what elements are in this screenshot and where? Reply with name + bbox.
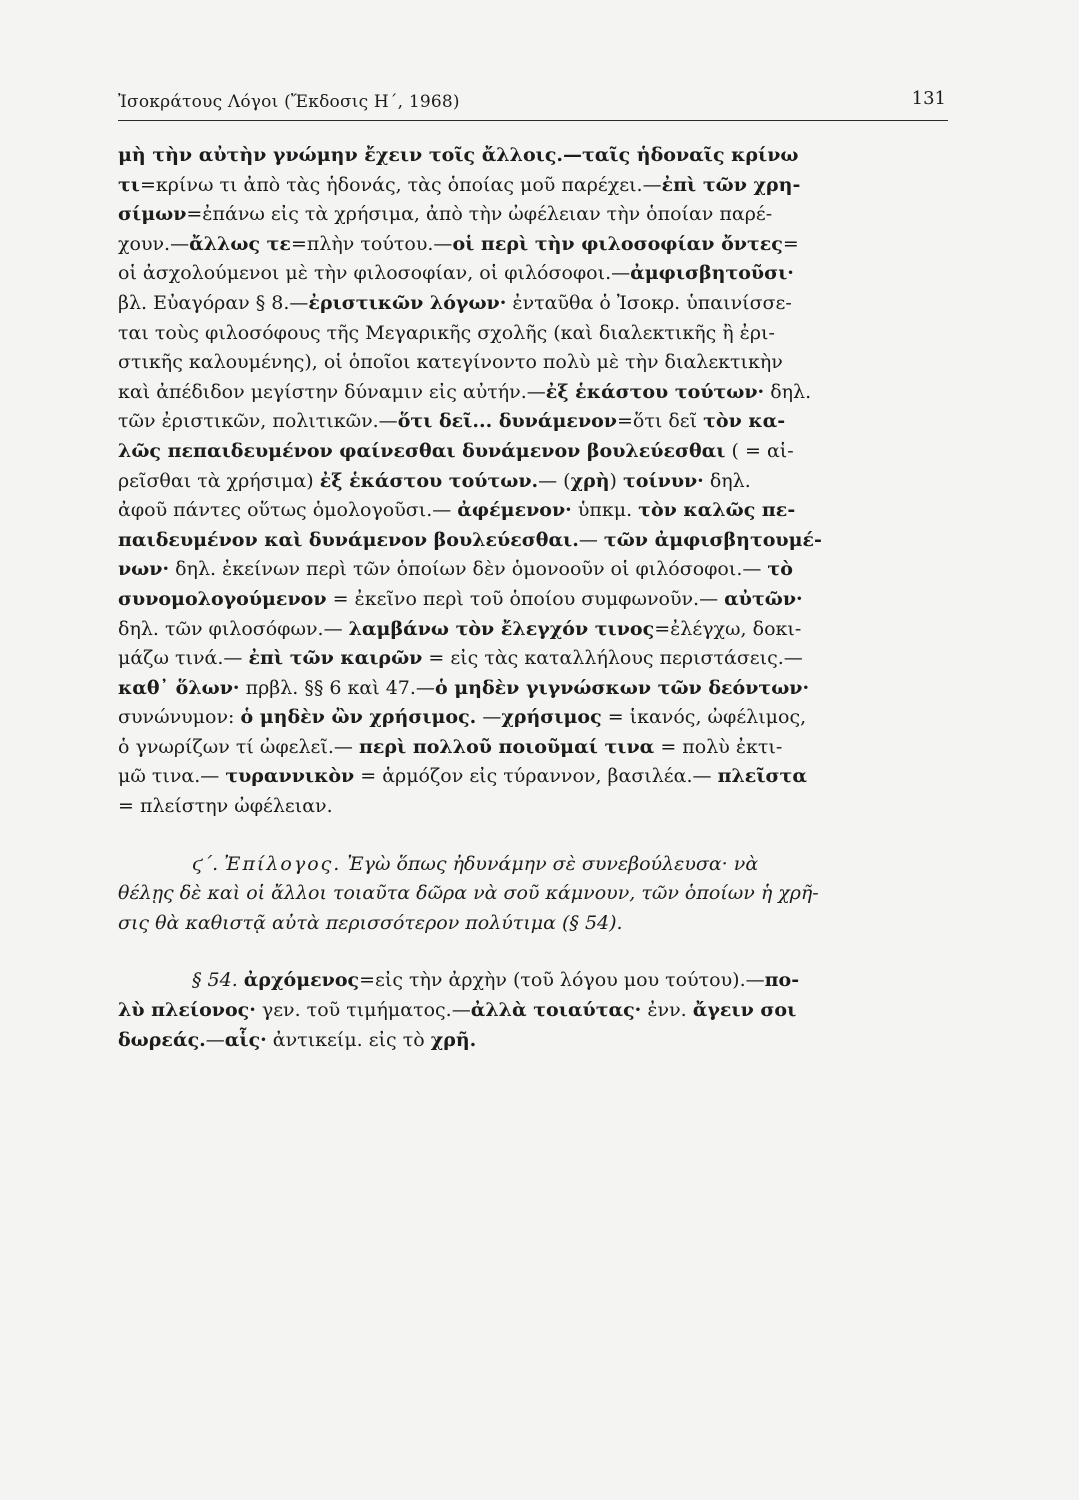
text-segment: =ὅτι δεῖ — [617, 410, 704, 433]
text-segment: =εἰς τὴν ἀρχὴν (τοῦ λόγου μου τούτου).— — [359, 969, 765, 992]
text-segment: στικῆς καλουμένης), οἱ ὁποῖοι κατεγίνοντο πολὺ μὲ τὴν διαλεκτικὴν — [118, 351, 783, 374]
text-line — [118, 141, 950, 171]
text-line — [118, 526, 950, 556]
text-segment: =ἐλέγχω, δοκι- — [654, 617, 802, 640]
lemma-term: μὴ τὴν αὐτὴν γνώμην ἔχειν τοῖς ἄλλοις.—ταῖς ἡδοναῖς κρίνω — [118, 144, 799, 166]
lemma-term: ἐξ ἑκάστου τούτων. — [319, 469, 539, 492]
text-line — [118, 703, 950, 733]
text-line — [118, 996, 950, 1026]
lemma-term: πλεῖστα — [717, 765, 807, 788]
lemma-term: καθ᾽ ὅλων· — [118, 676, 240, 699]
lemma-term: χρῆ. — [430, 1028, 477, 1051]
lemma-term: δωρεάς. — [118, 1028, 206, 1051]
text-segment: = ἱκανός, ὠφέλιμος, — [601, 706, 807, 729]
text-segment: — ( — [538, 469, 571, 492]
lemma-term: λῶς πεπαιδευμένον φαίνεσθαι δυνάμενον βουλεύεσθαι — [118, 439, 726, 462]
lemma-term: σίμων — [118, 203, 187, 226]
text-segment: θέλῃς δὲ καὶ οἱ ἄλλοι τοιαῦτα δῶρα νὰ σοῦ κάμνουν, τῶν ὁποίων ἡ χρῆ- — [118, 882, 819, 905]
lemma-term: τυραννικὸν — [225, 765, 355, 788]
text-line — [118, 437, 950, 467]
text-segment: πρβλ. §§ 6 καὶ 47.— — [239, 676, 435, 699]
text-segment: ) — [609, 469, 623, 492]
lemma-term: ἄγειν σοι — [692, 999, 797, 1022]
text-line — [118, 555, 950, 585]
text-segment: =πλὴν τούτου.— — [290, 232, 453, 255]
text-segment: = ἁρμόζον εἰς τύραννον, βασιλέα.— — [354, 765, 718, 788]
lemma-term: συνομολογούμενον — [118, 587, 327, 610]
lemma-term: ἀλλὰ τοιαύτας· — [470, 999, 642, 1022]
text-segment: = πολὺ ἐκτι- — [654, 735, 783, 758]
text-segment: μάζω τινά.— — [118, 647, 249, 670]
lemma-term: ὅτι δεῖ... δυνάμενον — [397, 410, 617, 433]
text-segment: =ἐπάνω εἰς τὰ χρήσιμα, ἀπὸ τὴν ὠφέλειαν τὴν ὁποίαν παρέ- — [186, 203, 773, 226]
text-segment: δηλ. — [703, 469, 751, 492]
text-segment: =κρίνω τι ἀπὸ τὰς ἡδονάς, τὰς ὁποίας μοῦ παρέχει.— — [139, 173, 662, 196]
page-number: 131 — [911, 88, 946, 109]
text-segment: ( = αἱ- — [725, 439, 794, 462]
lemma-term: αἷς· — [224, 1028, 267, 1051]
text-segment: καὶ ἀπέδιδον μεγίστην δύναμιν εἰς αὐτήν.— — [118, 380, 546, 403]
lemma-term: περὶ πολλοῦ ποιοῦμαί τινα — [358, 735, 655, 758]
text-line — [118, 259, 950, 289]
commentary-text — [118, 141, 950, 1055]
lemma-term: ἀμφισβητοῦσι· — [630, 262, 794, 285]
text-line — [118, 200, 950, 230]
text-line — [118, 171, 950, 201]
lemma-term: χρὴ — [570, 469, 610, 492]
text-segment: δηλ. — [764, 380, 812, 403]
text-segment: ρεῖσθαι τὰ χρήσιμα) — [118, 469, 320, 492]
lemma-term: τὸν κα- — [703, 410, 786, 433]
text-segment: § 54. — [192, 969, 244, 992]
text-line — [118, 644, 950, 674]
lemma-term: τοίνυν· — [622, 469, 704, 492]
lemma-term: αὐτῶν· — [724, 587, 803, 610]
text-segment: — — [476, 706, 502, 729]
text-segment: = ἐκεῖνο περὶ τοῦ ὁποίου συμφωνοῦν.— — [326, 587, 725, 610]
text-line — [118, 792, 950, 822]
text-segment: = εἰς τὰς καταλλήλους περιστάσεις.— — [422, 647, 803, 670]
text-line — [118, 348, 950, 378]
lemma-term: ἐπὶ τῶν χρη- — [661, 173, 801, 196]
lemma-term: τὸν καλῶς πε- — [638, 499, 796, 522]
text-segment: δηλ. ἐκείνων περὶ τῶν ὁποίων δὲν ὁμονοοῦν οἱ φιλόσοφοι.— — [169, 558, 768, 581]
text-line — [118, 1026, 950, 1056]
text-line — [118, 762, 950, 792]
text-line — [118, 615, 950, 645]
text-segment: ὑπκμ. — [571, 499, 639, 522]
text-segment: ἀντικείμ. εἰς τὸ — [266, 1028, 431, 1051]
text-segment: Ἐπίλογος. — [224, 852, 342, 875]
lemma-term: ἀφέμενον· — [457, 499, 572, 522]
lemma-term: ἐξ ἑκάστου τούτων· — [545, 380, 765, 403]
page-header — [118, 88, 948, 121]
text-segment: οἱ ἀσχολούμενοι μὲ τὴν φιλοσοφίαν, οἱ φιλόσοφοι.— — [118, 262, 631, 285]
text-segment: ἐνταῦθα ὁ Ἰσοκρ. ὑπαινίσσε- — [506, 291, 792, 314]
running-title: Ἰσοκράτους Λόγοι (Ἔκδοσις Η΄, 1968) — [118, 92, 460, 112]
lemma-term: τι — [118, 173, 140, 196]
text-line — [118, 674, 950, 704]
text-line — [118, 850, 950, 880]
lemma-term: ἀρχόμενος — [243, 969, 360, 992]
lemma-term: χρήσιμος — [501, 706, 602, 729]
lemma-term: νων· — [118, 558, 170, 581]
lemma-term: ἄλλως τε — [189, 232, 291, 255]
text-segment: τῶν ἐριστικῶν, πολιτικῶν.— — [118, 410, 398, 433]
text-segment: Ἐγὼ ὅπως ἠδυνάμην σὲ συνεβούλευσα· νὰ — [341, 852, 759, 875]
text-segment: συνώνυμον: — [118, 706, 241, 729]
text-segment: = — [782, 232, 799, 255]
text-segment: ὁ γνωρίζων τί ὠφελεῖ.— — [118, 735, 359, 758]
text-line — [118, 407, 950, 437]
text-line — [118, 496, 950, 526]
lemma-term: παιδευμένον καὶ δυνάμενον βουλεύεσθαι. — [118, 528, 579, 551]
lemma-term: ἐριστικῶν λόγων· — [308, 291, 507, 314]
text-segment: ται τοὺς φιλοσόφους τῆς Μεγαρικῆς σχολῆς (καὶ διαλεκτικῆς ἢ ἐρι- — [118, 321, 775, 344]
text-line — [118, 230, 950, 260]
text-segment: — — [578, 528, 604, 551]
lemma-term: τῶν ἀμφισβητουμέ- — [603, 528, 822, 551]
text-line — [118, 879, 950, 909]
lemma-term: τὸ — [767, 558, 793, 581]
lemma-term: οἱ περὶ τὴν φιλοσοφίαν ὄντες — [452, 232, 783, 255]
text-segment: ἐνν. — [641, 999, 693, 1022]
text-line — [118, 909, 950, 939]
text-line — [118, 585, 950, 615]
text-segment: δηλ. τῶν φιλοσόφων.— — [118, 617, 349, 640]
text-line — [118, 289, 950, 319]
text-segment: ἀφοῦ πάντες οὕτως ὁμολογοῦσι.— — [118, 499, 458, 522]
lemma-term: ὁ μηδὲν γιγνώσκων τῶν δεόντων· — [434, 676, 810, 699]
text-segment: ϛ΄. — [192, 852, 225, 875]
lemma-term: ἐπὶ τῶν καιρῶν — [248, 647, 423, 670]
text-line — [118, 467, 950, 497]
lemma-term: πο- — [764, 969, 800, 992]
text-segment: χουν.— — [118, 232, 190, 255]
text-line — [118, 319, 950, 349]
text-line — [118, 733, 950, 763]
text-segment: σις θὰ καθιστᾷ αὐτὰ περισσότερον πολύτιμα (§ 54). — [118, 911, 623, 934]
text-segment: = πλείστην ὠφέλειαν. — [118, 795, 333, 818]
text-line — [118, 966, 950, 996]
text-line — [118, 378, 950, 408]
paragraph-gap — [118, 822, 950, 850]
lemma-term: λὺ πλείονος· — [118, 999, 256, 1022]
text-segment: γεν. τοῦ τιμήματος.— — [255, 999, 471, 1022]
paragraph-gap — [118, 938, 950, 966]
text-segment: — — [205, 1028, 225, 1051]
text-segment: μῶ τινα.— — [118, 765, 226, 788]
lemma-term: ὁ μηδὲν ὢν χρήσιμος. — [240, 706, 477, 729]
text-segment: βλ. Εὐαγόραν § 8.— — [118, 291, 309, 314]
lemma-term: λαμβάνω τὸν ἔλεγχόν τινος — [348, 617, 655, 640]
